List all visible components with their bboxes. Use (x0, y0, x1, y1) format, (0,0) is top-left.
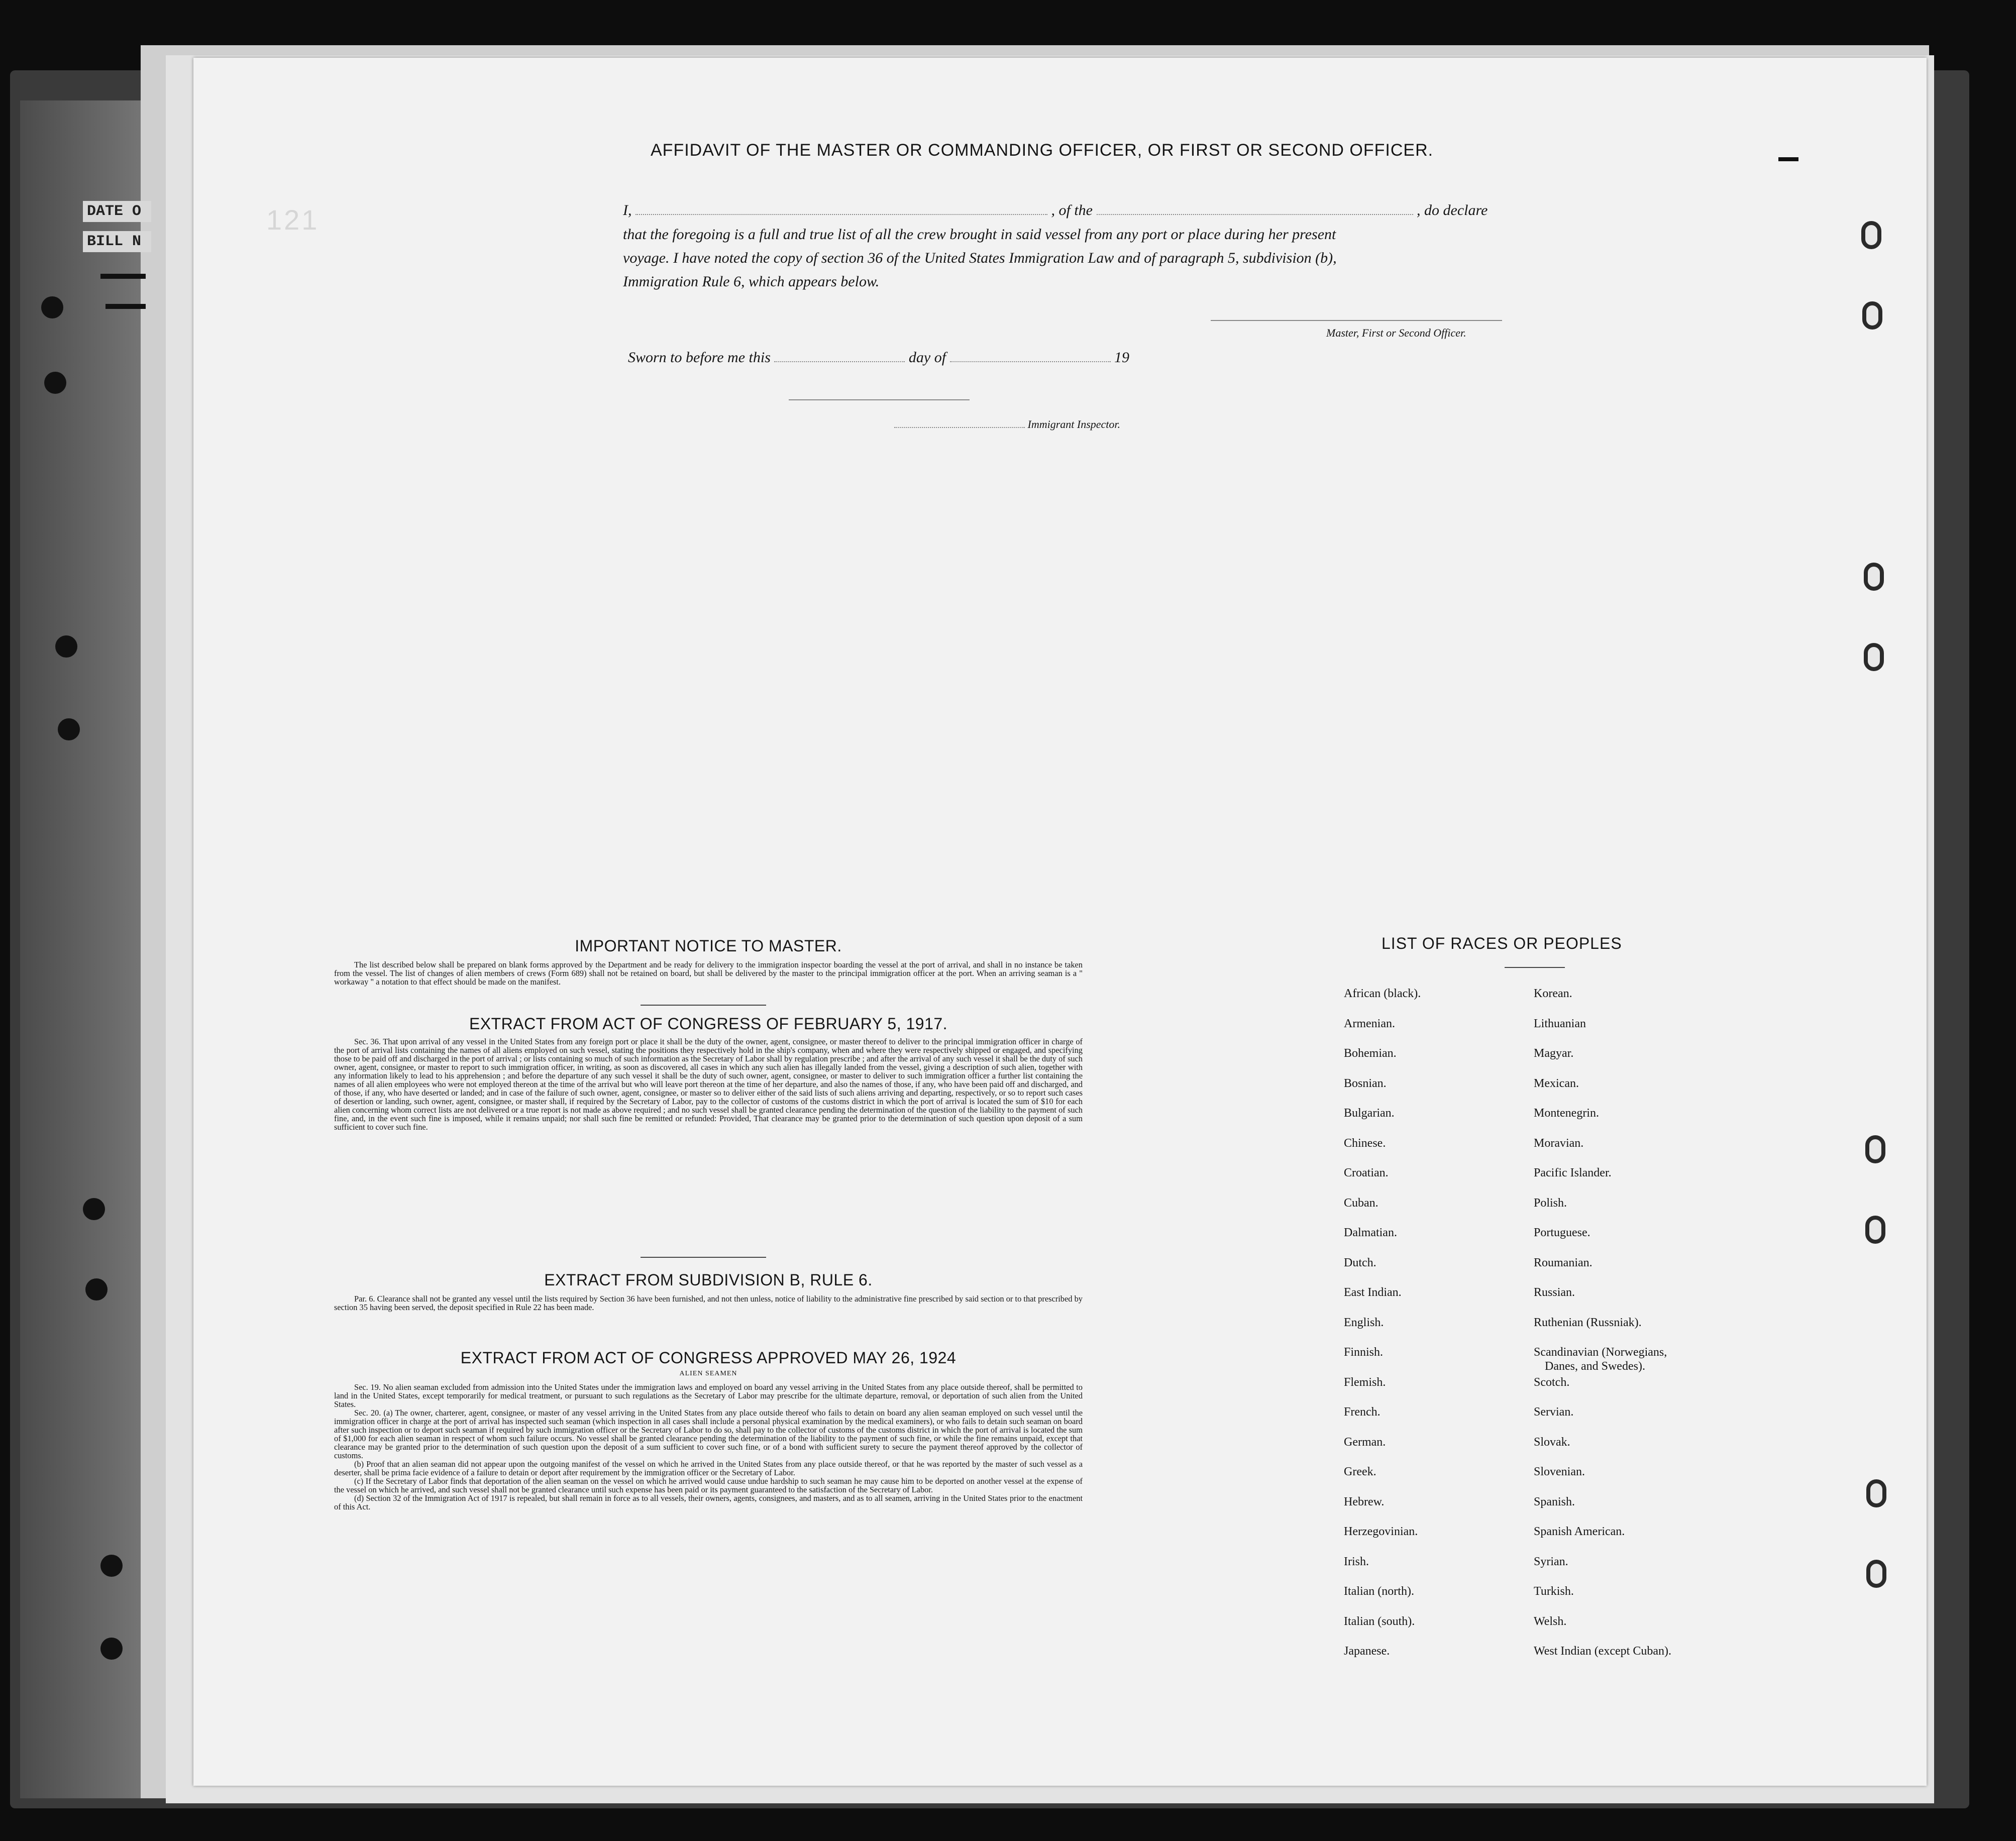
race-right-item: Mexican. (1534, 1076, 1579, 1090)
race-left-item: Italian (north). (1344, 1585, 1414, 1598)
race-right-item: Danes, and Swedes). (1545, 1360, 1645, 1373)
inspector-caption-line (894, 418, 1120, 431)
race-right-item: Servian. (1534, 1405, 1574, 1419)
divider (641, 1005, 766, 1006)
race-left-item: Irish. (1344, 1555, 1369, 1568)
inspector-upper-line (789, 399, 970, 400)
signature-caption: Master, First or Second Officer. (1326, 327, 1466, 339)
race-right-item: Korean. (1534, 987, 1572, 1000)
sec-19: Sec. 19. No alien seaman excluded from admission into the United States under the immigration laws and employed on board any vessel arriving in the United States from any place outside thereof, shall be permitted to land in the United States, except temporarily for medical treatment, or pursuant to such regulations as the Secretary of Labor may prescribe for the ultimate departure, removal, or deportation of such alien from the United States. (334, 1382, 1083, 1409)
race-left-item: Flemish. (1344, 1375, 1386, 1389)
race-right-item: Magyar. (1534, 1047, 1574, 1060)
manifest-page (193, 58, 1927, 1786)
race-right-item: Pacific Islander. (1534, 1166, 1612, 1179)
binder-hole (100, 1555, 123, 1577)
ink-mark (1778, 157, 1798, 161)
inspector-caption: Immigrant Inspector. (1027, 418, 1121, 430)
notice-title: IMPORTANT NOTICE TO MASTER. (575, 937, 842, 955)
race-right-item: Slovak. (1534, 1435, 1570, 1449)
race-right-item: Turkish. (1534, 1585, 1574, 1598)
extract-1917-body: Sec. 36. That upon arrival of any vessel in the United States from any foreign port or place it shall be the duty of the owner, agent, consignee, or master thereof to deliver to the principal immigration officer in charge of the port of arrival lists containing the names of all aliens employed on such vessel, stating the positions they respectively hold in the ship's company, when and where they were respectively shipped or engaged, and specifying those to be paid off and discharged in the port of arrival ; or lists containing so much of such information as the Secretary of Labor shall by regulation prescribe ; and after the arrival of any such vessel it shall be the duty of such owner, agent, consignee, or master to report to such immigration officer, in writing, as soon as discovered, all cases in which any such alien has illegally landed from the vessel, giving a description of such alien, together with any information likely to lead to his apprehension ; and before the departure of any such vessel it shall be the duty of such owner, agent, consignee, or master to deliver to such immigration officer a further list containing the names of all alien employees who were not employed thereon at the time of the arrival but who will leave port thereon at the time of her departure, and also the names of those, if any, who have been paid off and discharged, and of those, if any, who have deserted or landed; and in case of the failure of such owner, agent, consignee, or master so to deliver either of the said lists of such aliens arriving and departing, respectively, or so to report such cases of desertion or landing, such owner, agent, consignee, or master shall, if required by the Secretary of Labor, pay to the collector of customs of the customs district in which the port of arrival is located the sum of $10 for each alien concerning whom correct lists are not delivered or a true report is not made as above required ; and no such vessel shall be granted clearance pending the determination of the question of the liability to the payment of such fine, and, in the event such fine is imposed, while it remains unpaid; nor shall such fine be remitted or refunded: Provided, That clearance may be granted prior to the determination of such question upon deposit of a sum sufficient to cover such fine. (334, 1037, 1083, 1132)
sec-20b: (b) Proof that an alien seaman did not appear upon the outgoing manifest of the vessel on which he arrived in the United States from any place outside thereof, or that he was reported by the master of such vessel as a deserter, shall be prima facie evidence of a failure to detain or deport after requirement by the immigration officer or the Secretary of Labor. (334, 1459, 1083, 1477)
affidavit-do-declare: , do declare (1417, 202, 1488, 219)
race-left-item: Bosnian. (1344, 1076, 1387, 1090)
race-left-item: Armenian. (1344, 1017, 1395, 1030)
margin-stamp-date: DATE O (83, 201, 151, 222)
affidavit-of-the: , of the (1051, 202, 1093, 219)
binder-hole (44, 372, 66, 394)
signature-line (1211, 320, 1502, 321)
race-right-item: Syrian. (1534, 1555, 1568, 1568)
race-left-item: German. (1344, 1435, 1386, 1449)
affidavit-line-2: that the foregoing is a full and true list of all the crew brought in said vessel from any port or place during her present (623, 226, 1336, 243)
race-right-item: Russian. (1534, 1286, 1575, 1299)
inspector-blank[interactable] (894, 426, 1025, 428)
race-left-item: French. (1344, 1405, 1381, 1419)
divider (1505, 967, 1565, 968)
affidavit-i: I, (623, 202, 632, 219)
sec-20d: (d) Section 32 of the Immigration Act of 1917 is repealed, but shall remain in force as to all vessels, their owners, agents, consignees, and masters, and as to all seamen, arriving in the United States prior to the enactment of this Act. (334, 1493, 1083, 1511)
race-right-item: Spanish. (1534, 1495, 1575, 1508)
day-of-text: day of (908, 349, 946, 366)
affidavit-line-3: voyage. I have noted the copy of section 36 of the United States Immigration Law and of paragraph 5, subdivision (b), (623, 250, 1337, 266)
affidavit-line-1 (623, 199, 1488, 222)
race-right-item: Scandinavian (Norwegians, (1534, 1346, 1667, 1359)
race-left-item: Italian (south). (1344, 1614, 1415, 1628)
race-left-item: Bohemian. (1344, 1047, 1397, 1060)
divider (641, 1257, 766, 1258)
punch-hole (1861, 221, 1881, 249)
race-right-item: Lithuanian (1534, 1017, 1586, 1030)
race-left-item: Croatian. (1344, 1166, 1389, 1179)
binder-hole (55, 635, 77, 658)
punch-hole (1865, 1216, 1885, 1244)
sworn-month-blank[interactable] (950, 361, 1111, 362)
punch-hole (1866, 1479, 1886, 1507)
race-left-item: Bulgarian. (1344, 1107, 1395, 1120)
race-right-item: Welsh. (1534, 1614, 1567, 1628)
margin-mark (105, 304, 146, 309)
race-left-item: Cuban. (1344, 1196, 1378, 1210)
punch-hole (1866, 1560, 1886, 1588)
sworn-line (628, 347, 1129, 369)
punch-hole (1864, 563, 1884, 591)
race-left-item: Hebrew. (1344, 1495, 1385, 1508)
punch-hole (1865, 1135, 1885, 1163)
extract-1924-body (334, 1383, 1083, 1511)
race-left-item: Dutch. (1344, 1256, 1376, 1269)
race-right-item: Portuguese. (1534, 1226, 1590, 1239)
notice-body: The list described below shall be prepared on blank forms approved by the Department and be ready for delivery to the immigration inspector boarding the vessel at the port of arrival, and shall in no instance be taken from the vessel. The list of changes of alien members of crews (Form 689) shall not be retained on board, but shall be delivered by the master to the principal immigration officer at the port. When an arriving seaman is a " workaway " a notation to that effect should be made on the manifest. (334, 960, 1083, 987)
binder-hole (41, 296, 63, 318)
race-right-item: Scotch. (1534, 1375, 1570, 1389)
affidavit-line-4: Immigration Rule 6, which appears below. (623, 273, 880, 290)
sec-20a: Sec. 20. (a) The owner, charterer, agent, consignee, or master of any vessel arriving in the United States from any place outside thereof who fails to detain on board any alien seaman employed on such vessel until the immigration officer in charge at the port of arrival has inspected such seaman (which inspection in all cases shall include a personal physical examination by the medical examiners), or who fails to detain such seaman on board after such inspection or to deport such seaman if required by such immigration officer or the Secretary of Labor to do so, shall pay to the collector of customs of the customs district in which the port of arrival is located the sum of $1,000 for each alien seaman in respect of whom such failure occurs. No vessel shall be granted clearance pending the determination of the liability to the payment of such fine, or while the fine remains unpaid, except that clearance may be granted prior to the determination of such question upon the deposit of a sum sufficient to cover such fine, or of a bond with sufficient surety to secure the payment thereof approved by the collector of customs. (334, 1408, 1083, 1460)
sec-20c: (c) If the Secretary of Labor finds that deportation of the alien seaman on the vessel on which he arrived would cause undue hardship to such seaman he may cause him to be deported on another vessel at the expense of the vessel on which he arrived, and such vessel shall not be granted clearance until such expense has been paid or its payment guaranteed to the satisfaction of the Secretary of Labor. (334, 1476, 1083, 1494)
race-left-item: African (black). (1344, 987, 1421, 1000)
extract-1924-title: EXTRACT FROM ACT OF CONGRESS APPROVED MAY 26, 1924 (460, 1349, 957, 1367)
race-right-item: Polish. (1534, 1196, 1567, 1210)
extract-1924-subtitle: ALIEN SEAMEN (679, 1370, 737, 1377)
race-left-item: East Indian. (1344, 1286, 1402, 1299)
race-left-item: Greek. (1344, 1465, 1376, 1478)
race-left-item: Japanese. (1344, 1645, 1390, 1658)
race-left-item: Chinese. (1344, 1136, 1386, 1150)
extract-rule6-body: Par. 6. Clearance shall not be granted any vessel until the lists required by Section 36 have been furnished, and not then unless, notice of liability to the administrative fine prescribed by said section or to that prescribed by section 35 having been served, the deposit specified in Rule 22 has been made. (334, 1294, 1083, 1312)
race-left-item: Finnish. (1344, 1346, 1384, 1359)
race-right-item: Slovenian. (1534, 1465, 1585, 1478)
binder-hole (83, 1198, 105, 1220)
year-prefix: 19 (1114, 349, 1130, 366)
race-right-item: Moravian. (1534, 1136, 1584, 1150)
race-left-item: Dalmatian. (1344, 1226, 1397, 1239)
margin-stamp-bill: BILL N (83, 231, 151, 252)
binder-hole (100, 1638, 123, 1660)
race-right-item: Spanish American. (1534, 1525, 1625, 1538)
name-blank[interactable] (635, 213, 1047, 215)
race-left-item: English. (1344, 1316, 1384, 1329)
extract-1917-title: EXTRACT FROM ACT OF CONGRESS OF FEBRUARY 5, 1917. (469, 1015, 948, 1033)
races-title: LIST OF RACES OR PEOPLES (1382, 934, 1622, 952)
bleed-through-number: 121 (266, 204, 320, 236)
race-right-item: Montenegrin. (1534, 1107, 1599, 1120)
punch-hole (1864, 643, 1884, 671)
race-right-item: Roumanian. (1534, 1256, 1593, 1269)
extract-rule6-title: EXTRACT FROM SUBDIVISION B, RULE 6. (544, 1271, 873, 1289)
sworn-day-blank[interactable] (774, 361, 905, 362)
margin-mark (100, 274, 146, 279)
race-right-item: West Indian (except Cuban). (1534, 1645, 1671, 1658)
sworn-text: Sworn to before me this (628, 349, 771, 366)
race-left-item: Herzegovinian. (1344, 1525, 1418, 1538)
binder-hole (85, 1278, 108, 1301)
affidavit-title: AFFIDAVIT OF THE MASTER OR COMMANDING OFFICER, OR FIRST OR SECOND OFFICER. (651, 141, 1434, 160)
binder-hole (58, 718, 80, 740)
race-right-item: Ruthenian (Russniak). (1534, 1316, 1642, 1329)
vessel-blank[interactable] (1097, 213, 1413, 215)
punch-hole (1862, 301, 1882, 330)
